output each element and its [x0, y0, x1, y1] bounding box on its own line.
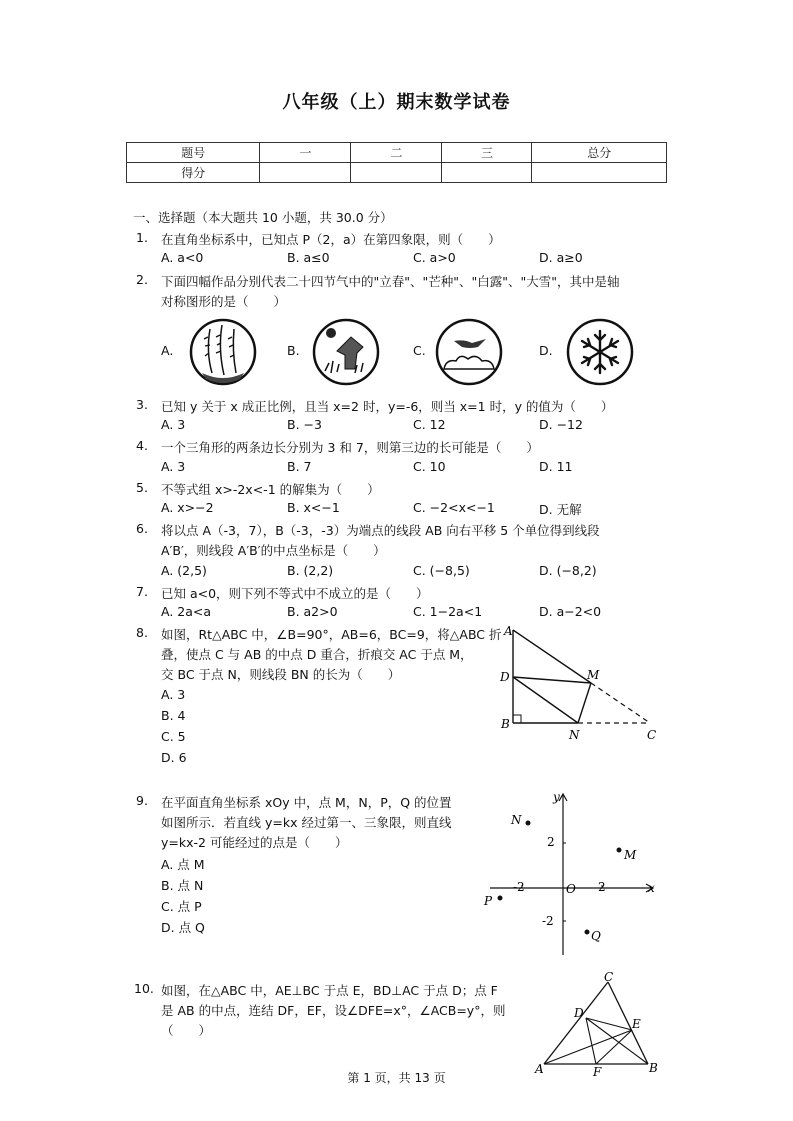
- option-b: B. a2>0: [287, 604, 338, 619]
- label-c: C: [647, 728, 657, 742]
- tick-label: -2: [542, 914, 554, 928]
- question-text: 下面四幅作品分别代表二十四节气中的"立春"、"芒种"、"白露"、"大雪"，其中是轴: [161, 274, 620, 289]
- segment-dm: [513, 677, 591, 683]
- option-a: A. 点 M: [161, 857, 205, 872]
- question-number: 5.: [136, 480, 148, 495]
- score-table-score-row: [127, 163, 667, 183]
- option-c: C. 10: [413, 459, 446, 474]
- option-d: D. a≥0: [539, 250, 583, 265]
- label-c: C: [604, 972, 614, 984]
- page-title: 八年级（上）期末数学试卷: [282, 92, 511, 113]
- segment-de: [586, 1018, 632, 1030]
- label-q: Q: [591, 929, 601, 943]
- score-table-header-row: [127, 143, 667, 163]
- option-a: A. (2,5): [161, 563, 207, 578]
- label-p: P: [484, 894, 493, 908]
- score-table: [126, 142, 667, 183]
- label-f: F: [593, 1065, 602, 1078]
- question-text: （ ）: [161, 1023, 212, 1038]
- point-n: [526, 821, 531, 826]
- point-q: [585, 930, 590, 935]
- option-d: D. a−2<0: [539, 604, 602, 619]
- option-c: C. 1−2a<1: [413, 604, 483, 619]
- question-number: 4.: [136, 438, 148, 453]
- score-input-cell: [351, 163, 442, 183]
- x-axis-label: x: [648, 881, 655, 895]
- option-a: A. 3: [161, 417, 186, 432]
- option-c: C.: [413, 343, 426, 358]
- question-text: 一个三角形的两条边长分别为 3 和 7，则第三边的长可能是（ ）: [161, 440, 539, 455]
- table-cell: 题号: [127, 143, 260, 163]
- option-b: B. 7: [287, 459, 312, 474]
- segment-mc: [591, 683, 650, 723]
- segment-dn: [513, 677, 578, 723]
- question-number: 10.: [134, 981, 154, 996]
- bird-cloud-icon: [434, 317, 504, 387]
- option-b: B. 点 N: [161, 878, 204, 893]
- option-b: B. (2,2): [287, 563, 334, 578]
- label-b: B: [649, 1061, 658, 1075]
- option-d: D. 点 Q: [161, 920, 205, 935]
- option-c: C. −2<x<−1: [413, 500, 495, 515]
- option-a: A. 3: [161, 459, 186, 474]
- option-c: C. a>0: [413, 250, 456, 265]
- fold-triangle-figure: [498, 622, 663, 744]
- question-text: 在平面直角坐标系 xOy 中，点 M，N，P，Q 的位置: [161, 795, 452, 810]
- grain-ear-icon: [311, 317, 381, 387]
- coordinate-plane-figure: [480, 787, 660, 962]
- tick-label: 2: [598, 880, 606, 894]
- question-number: 9.: [136, 793, 148, 808]
- point-p: [498, 896, 503, 901]
- table-cell: 总分: [532, 143, 667, 163]
- label-m: M: [587, 668, 600, 682]
- option-d: D. 6: [161, 750, 187, 765]
- segment-ef: [596, 1030, 632, 1064]
- table-cell: 一: [260, 143, 351, 163]
- option-b: B.: [287, 343, 300, 358]
- side-cb: [608, 982, 648, 1064]
- point-m: [617, 848, 622, 853]
- label-a: A: [535, 1062, 544, 1076]
- question-text: 将以点 A（-3，7），B（-3，-3）为端点的线段 AB 向右平移 5 个单位得到线段: [161, 523, 600, 538]
- question-text: A′B′，则线段 A′B′的中点坐标是（ ）: [161, 543, 386, 558]
- label-d: D: [500, 670, 510, 684]
- question-text: 是 AB 的中点，连结 DF，EF，设∠DFE=x°，∠ACB=y°，则: [161, 1003, 506, 1018]
- segment-am: [513, 630, 591, 683]
- question-number: 3.: [136, 397, 148, 412]
- question-number: 8.: [136, 625, 148, 640]
- label-b: B: [501, 717, 510, 731]
- option-a: A. 2a<a: [161, 604, 212, 619]
- option-a: A.: [161, 343, 174, 358]
- option-d: D. −12: [539, 417, 583, 432]
- option-b: B. x<−1: [287, 500, 340, 515]
- option-a: A. x>−2: [161, 500, 214, 515]
- option-c: C. 5: [161, 729, 186, 744]
- option-b: B. −3: [287, 417, 322, 432]
- question-text: 在直角坐标系中，已知点 P（2，a）在第四象限，则（ ）: [161, 232, 501, 247]
- spring-willow-icon: [188, 317, 258, 387]
- table-cell: 三: [442, 143, 532, 163]
- question-text: 不等式组 x>-2x<-1 的解集为（ ）: [161, 482, 380, 497]
- label-d: D: [574, 1006, 584, 1020]
- tick-label: -2: [513, 880, 525, 894]
- option-b: B. a≤0: [287, 250, 330, 265]
- option-a: A. 3: [161, 687, 186, 702]
- score-input-cell: [532, 163, 667, 183]
- question-number: 2.: [136, 272, 148, 287]
- question-text: 交 BC 于点 N，则线段 BN 的长为（ ）: [161, 667, 401, 682]
- option-d: D. 11: [539, 459, 573, 474]
- question-text: 已知 y 关于 x 成正比例，且当 x=2 时，y=-6，则当 x=1 时，y 的值为（ ）: [161, 399, 614, 414]
- page-footer: 第 1 页，共 13 页: [347, 1071, 446, 1085]
- segment-mn: [578, 683, 591, 723]
- question-text: 如图，在△ABC 中，AE⊥BC 于点 E，BD⊥AC 于点 D；点 F: [161, 983, 498, 998]
- question-text: 如图，Rt△ABC 中，∠B=90°，AB=6，BC=9，将△ABC 折: [161, 627, 502, 642]
- option-c: C. 点 P: [161, 899, 202, 914]
- question-text: 叠，使点 C 与 AB 的中点 D 重合，折痕交 AC 于点 M，: [161, 647, 473, 662]
- table-cell: 二: [351, 143, 442, 163]
- question-text: y=kx-2 可能经过的点是（ ）: [161, 835, 348, 850]
- origin-label: O: [566, 882, 576, 896]
- option-c: C. 12: [413, 417, 446, 432]
- option-c: C. (−8,5): [413, 563, 470, 578]
- question-number: 1.: [136, 230, 148, 245]
- question-text: 如图所示．若直线 y=kx 经过第一、三象限，则直线: [161, 815, 452, 830]
- question-number: 6.: [136, 521, 148, 536]
- option-d: D. 无解: [539, 502, 582, 517]
- option-d: D. (−8,2): [539, 563, 597, 578]
- label-m: M: [624, 848, 637, 862]
- snowflake-icon: [565, 317, 635, 387]
- label-a: A: [504, 624, 513, 638]
- label-n: N: [569, 728, 580, 742]
- label-n: N: [511, 813, 522, 827]
- option-b: B. 4: [161, 708, 186, 723]
- question-text: 对称图形的是（ ）: [161, 294, 287, 309]
- section-heading: 一、选择题（本大题共 10 小题，共 30.0 分）: [133, 210, 393, 225]
- question-number: 7.: [136, 584, 148, 599]
- score-input-cell: [442, 163, 532, 183]
- right-angle-mark: [513, 715, 521, 723]
- question-text: 已知 a<0，则下列不等式中不成立的是（ ）: [161, 586, 429, 601]
- label-e: E: [632, 1017, 641, 1031]
- tick-label: 2: [547, 835, 555, 849]
- option-d: D.: [539, 343, 553, 358]
- y-axis-label: y: [553, 790, 560, 804]
- score-input-cell: [260, 163, 351, 183]
- triangle-altitudes-figure: [532, 972, 662, 1078]
- option-a: A. a<0: [161, 250, 204, 265]
- table-cell: 得分: [127, 163, 260, 183]
